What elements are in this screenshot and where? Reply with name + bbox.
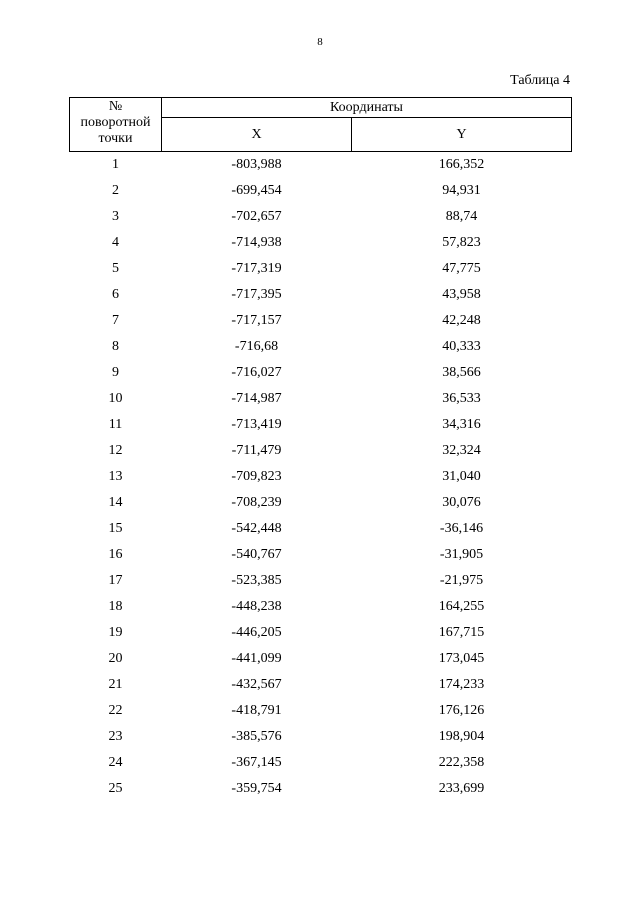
table-row bbox=[70, 698, 572, 724]
x-coordinate-cell: -711,479 bbox=[231, 443, 282, 458]
y-coordinate-cell: 88,74 bbox=[445, 209, 478, 224]
point-number-cell: 14 bbox=[108, 495, 123, 510]
point-number-cell: 7 bbox=[112, 313, 119, 328]
y-coordinate-cell: 40,333 bbox=[442, 339, 481, 354]
y-coordinate-cell: -21,975 bbox=[439, 573, 484, 588]
x-coordinate-cell: -523,385 bbox=[231, 573, 282, 588]
table-row bbox=[70, 542, 572, 568]
point-number-cell: 13 bbox=[108, 469, 123, 484]
table-row bbox=[70, 672, 572, 698]
table-row bbox=[70, 230, 572, 256]
table-row bbox=[70, 516, 572, 542]
x-coordinate-cell: -367,145 bbox=[231, 755, 282, 770]
table-row bbox=[70, 646, 572, 672]
table-row bbox=[70, 152, 572, 179]
page-number: 8 bbox=[317, 36, 323, 48]
table-row bbox=[70, 568, 572, 594]
x-coordinate-cell: -717,319 bbox=[231, 261, 282, 276]
table-row bbox=[70, 386, 572, 412]
point-number-cell: 5 bbox=[112, 261, 119, 276]
y-coordinate-cell: 233,699 bbox=[438, 781, 485, 796]
x-coordinate-cell: -448,238 bbox=[231, 599, 282, 614]
point-number-cell: 19 bbox=[108, 625, 123, 640]
table-body bbox=[70, 152, 572, 803]
point-number-cell: 11 bbox=[108, 417, 123, 432]
y-coordinate-cell: 94,931 bbox=[442, 183, 481, 198]
table-row bbox=[70, 308, 572, 334]
header-coordinates: Координаты bbox=[162, 98, 572, 118]
point-number-cell: 21 bbox=[108, 677, 123, 692]
x-coordinate-cell: -699,454 bbox=[231, 183, 282, 198]
y-coordinate-cell: 47,775 bbox=[442, 261, 481, 276]
point-number-cell: 4 bbox=[112, 235, 119, 250]
table-row bbox=[70, 620, 572, 646]
x-coordinate-cell: -702,657 bbox=[231, 209, 282, 224]
x-coordinate-cell: -432,567 bbox=[231, 677, 282, 692]
x-coordinate-cell: -542,448 bbox=[231, 521, 282, 536]
table-row bbox=[70, 334, 572, 360]
table-row bbox=[70, 750, 572, 776]
point-number-cell: 24 bbox=[108, 755, 123, 770]
y-coordinate-cell: 164,255 bbox=[438, 599, 485, 614]
x-coordinate-cell: -385,576 bbox=[231, 729, 282, 744]
table-row bbox=[70, 360, 572, 386]
y-coordinate-cell: 173,045 bbox=[438, 651, 485, 666]
point-number-cell: 25 bbox=[108, 781, 123, 796]
x-coordinate-cell: -717,157 bbox=[231, 313, 282, 328]
y-coordinate-cell: 174,233 bbox=[438, 677, 485, 692]
table-header bbox=[70, 98, 572, 152]
y-coordinate-cell: 31,040 bbox=[442, 469, 481, 484]
x-coordinate-cell: -446,205 bbox=[231, 625, 282, 640]
y-coordinate-cell: 198,904 bbox=[438, 729, 485, 744]
table-caption: Таблица 4 bbox=[510, 73, 570, 88]
y-coordinate-cell: -31,905 bbox=[439, 547, 484, 562]
y-coordinate-cell: 36,533 bbox=[442, 391, 481, 406]
x-coordinate-cell: -714,938 bbox=[231, 235, 282, 250]
table-row bbox=[70, 776, 572, 802]
x-coordinate-cell: -716,68 bbox=[234, 339, 279, 354]
x-coordinate-cell: -540,767 bbox=[231, 547, 282, 562]
point-number-cell: 23 bbox=[108, 729, 123, 744]
x-coordinate-cell: -713,419 bbox=[231, 417, 282, 432]
y-coordinate-cell: 32,324 bbox=[442, 443, 481, 458]
y-coordinate-cell: 166,352 bbox=[438, 157, 485, 172]
point-number-cell: 15 bbox=[108, 521, 123, 536]
coordinates-table bbox=[69, 97, 572, 802]
point-number-cell: 22 bbox=[108, 703, 123, 718]
table-row bbox=[70, 490, 572, 516]
point-number-cell: 12 bbox=[108, 443, 123, 458]
point-number-cell: 20 bbox=[108, 651, 123, 666]
table-row bbox=[70, 256, 572, 282]
point-number-cell: 2 bbox=[112, 183, 119, 198]
point-number-cell: 3 bbox=[112, 209, 119, 224]
table-row bbox=[70, 412, 572, 438]
header-point-number: № поворотной точки bbox=[70, 98, 162, 152]
y-coordinate-cell: 222,358 bbox=[438, 755, 485, 770]
table-row bbox=[70, 464, 572, 490]
y-coordinate-cell: 38,566 bbox=[442, 365, 481, 380]
x-coordinate-cell: -803,988 bbox=[231, 157, 282, 172]
table-row bbox=[70, 594, 572, 620]
y-coordinate-cell: 43,958 bbox=[442, 287, 481, 302]
x-coordinate-cell: -708,239 bbox=[231, 495, 282, 510]
y-coordinate-cell: 30,076 bbox=[442, 495, 481, 510]
point-number-cell: 8 bbox=[112, 339, 119, 354]
y-coordinate-cell: -36,146 bbox=[439, 521, 484, 536]
point-number-cell: 16 bbox=[108, 547, 123, 562]
y-coordinate-cell: 176,126 bbox=[438, 703, 485, 718]
x-coordinate-cell: -709,823 bbox=[231, 469, 282, 484]
point-number-cell: 10 bbox=[108, 391, 123, 406]
header-y: Y bbox=[352, 118, 572, 152]
x-coordinate-cell: -714,987 bbox=[231, 391, 282, 406]
x-coordinate-cell: -418,791 bbox=[231, 703, 282, 718]
y-coordinate-cell: 167,715 bbox=[438, 625, 485, 640]
point-number-cell: 1 bbox=[112, 157, 119, 172]
x-coordinate-cell: -716,027 bbox=[231, 365, 282, 380]
x-coordinate-cell: -441,099 bbox=[231, 651, 282, 666]
y-coordinate-cell: 34,316 bbox=[442, 417, 481, 432]
table-row bbox=[70, 724, 572, 750]
table-row bbox=[70, 204, 572, 230]
point-number-cell: 9 bbox=[112, 365, 119, 380]
header-x: X bbox=[162, 118, 352, 152]
table-row bbox=[70, 178, 572, 204]
table-row bbox=[70, 282, 572, 308]
point-number-cell: 17 bbox=[108, 573, 123, 588]
point-number-cell: 6 bbox=[112, 287, 119, 302]
x-coordinate-cell: -717,395 bbox=[231, 287, 282, 302]
y-coordinate-cell: 57,823 bbox=[442, 235, 481, 250]
y-coordinate-cell: 42,248 bbox=[442, 313, 481, 328]
x-coordinate-cell: -359,754 bbox=[231, 781, 282, 796]
point-number-cell: 18 bbox=[108, 599, 123, 614]
table-row bbox=[70, 438, 572, 464]
